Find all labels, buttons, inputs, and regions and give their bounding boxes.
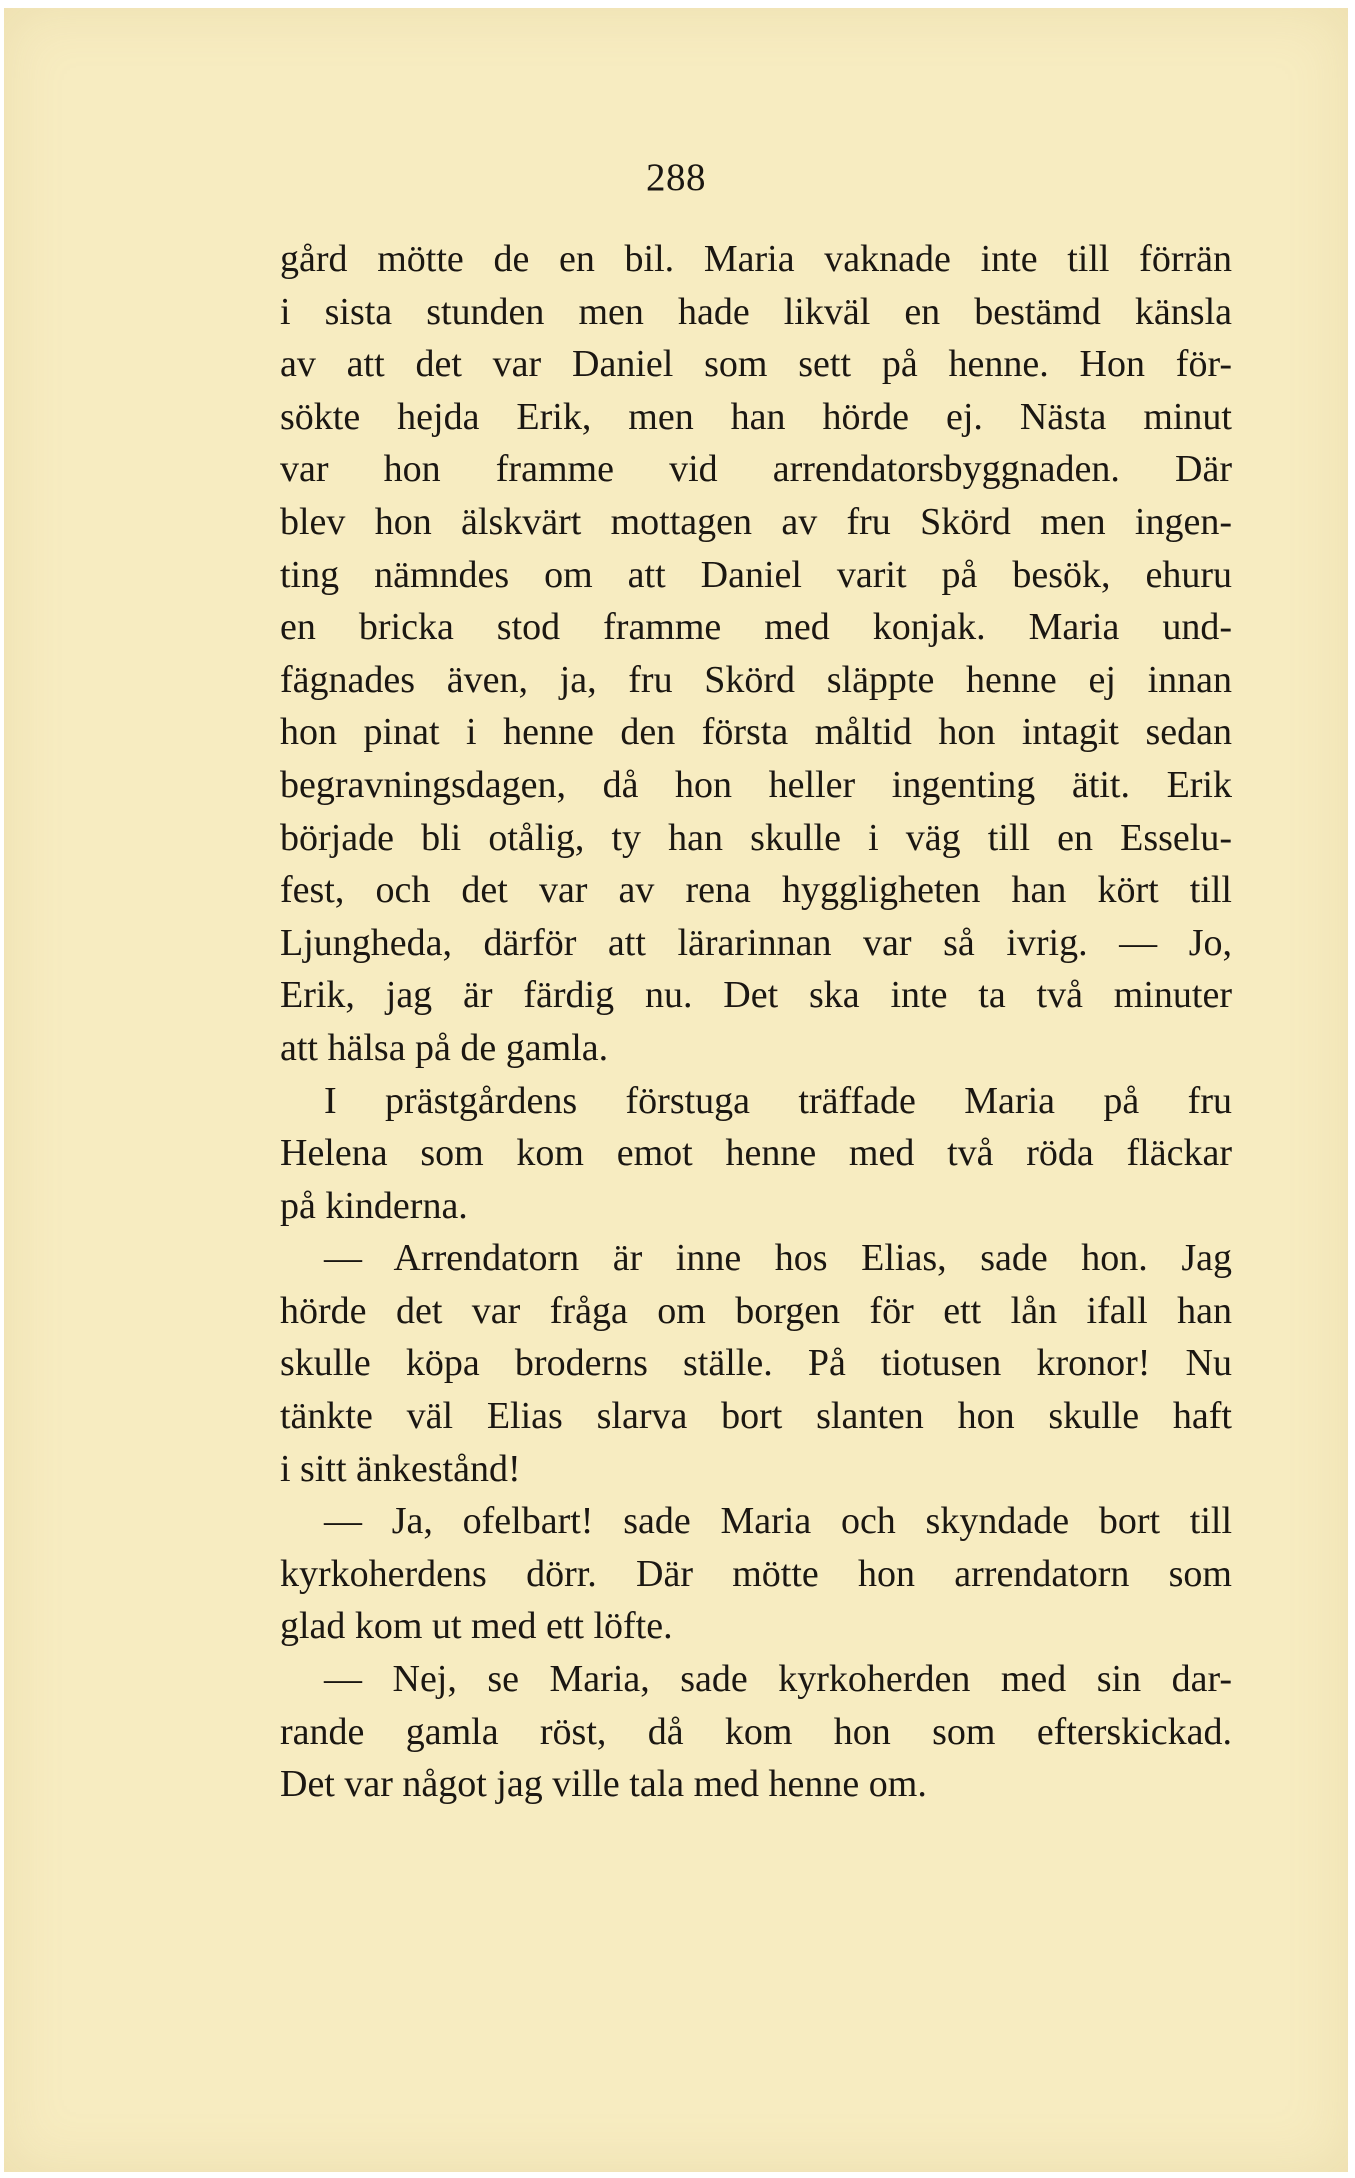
text-line: — Ja, ofelbart! sade Maria och skyndade bort till [324, 1500, 1232, 1543]
text-line: gård mötte de en bil. Maria vaknade inte till förrän [280, 238, 1232, 280]
text-line: var hon framme vid arrendatorsbyggnaden. Där [280, 448, 1232, 491]
text-line: hon pinat i henne den första måltid hon intagit sedan [280, 711, 1232, 754]
text-line: — Arrendatorn är inne hos Elias, sade hon. Jag [324, 1237, 1232, 1280]
text-line: sökte hejda Erik, men han hörde ej. Nästa minut [280, 395, 1232, 438]
text-line: Erik, jag är färdig nu. Det ska inte ta två minuter [280, 974, 1232, 1017]
body-text [280, 233, 1232, 1811]
text-line: Det var något jag ville tala med henne om. [280, 1763, 927, 1806]
text-line: skulle köpa broderns ställe. På tiotusen kronor! Nu [280, 1342, 1232, 1385]
page-number: 288 [646, 156, 706, 199]
text-line: tänkte väl Elias slarva bort slanten hon skulle haft [280, 1395, 1232, 1438]
text-line: att hälsa på de gamla. [280, 1026, 609, 1069]
text-line: fägnades även, ja, fru Skörd släppte henne ej innan [280, 658, 1232, 701]
text-line: — Nej, se Maria, sade kyrkoherden med sin dar- [324, 1658, 1232, 1701]
text-line: kyrkoherdens dörr. Där mötte hon arrendatorn som [280, 1552, 1232, 1595]
text-line: på kinderna. [280, 1184, 468, 1227]
text-line: glad kom ut med ett löfte. [280, 1605, 673, 1648]
text-line: fest, och det var av rena hyggligheten han kört till [280, 869, 1232, 912]
text-line: av att det var Daniel som sett på henne. Hon för- [280, 343, 1232, 386]
text-line: blev hon älskvärt mottagen av fru Skörd men ingen- [280, 500, 1232, 543]
text-line: en bricka stod framme med konjak. Maria und- [280, 606, 1232, 649]
text-line: rande gamla röst, då kom hon som efterskickad. [280, 1710, 1232, 1753]
text-line: begravningsdagen, då hon heller ingenting ätit. Erik [280, 763, 1232, 806]
text-line: i sitt änkestånd! [280, 1447, 521, 1490]
book-page [4, 8, 1348, 2172]
text-line: Helena som kom emot henne med två röda fläckar [280, 1132, 1232, 1175]
text-line: hörde det var fråga om borgen för ett lån ifall han [280, 1289, 1232, 1332]
text-line: I prästgårdens förstuga träffade Maria på fru [324, 1079, 1232, 1122]
text-line: i sista stunden men hade likväl en bestämd känsla [280, 290, 1232, 333]
text-line: ting nämndes om att Daniel varit på besök, ehuru [280, 553, 1232, 596]
text-line: började bli otålig, ty han skulle i väg till en Esselu- [280, 816, 1232, 859]
text-line: Ljungheda, därför att lärarinnan var så ivrig. — Jo, [280, 921, 1232, 964]
